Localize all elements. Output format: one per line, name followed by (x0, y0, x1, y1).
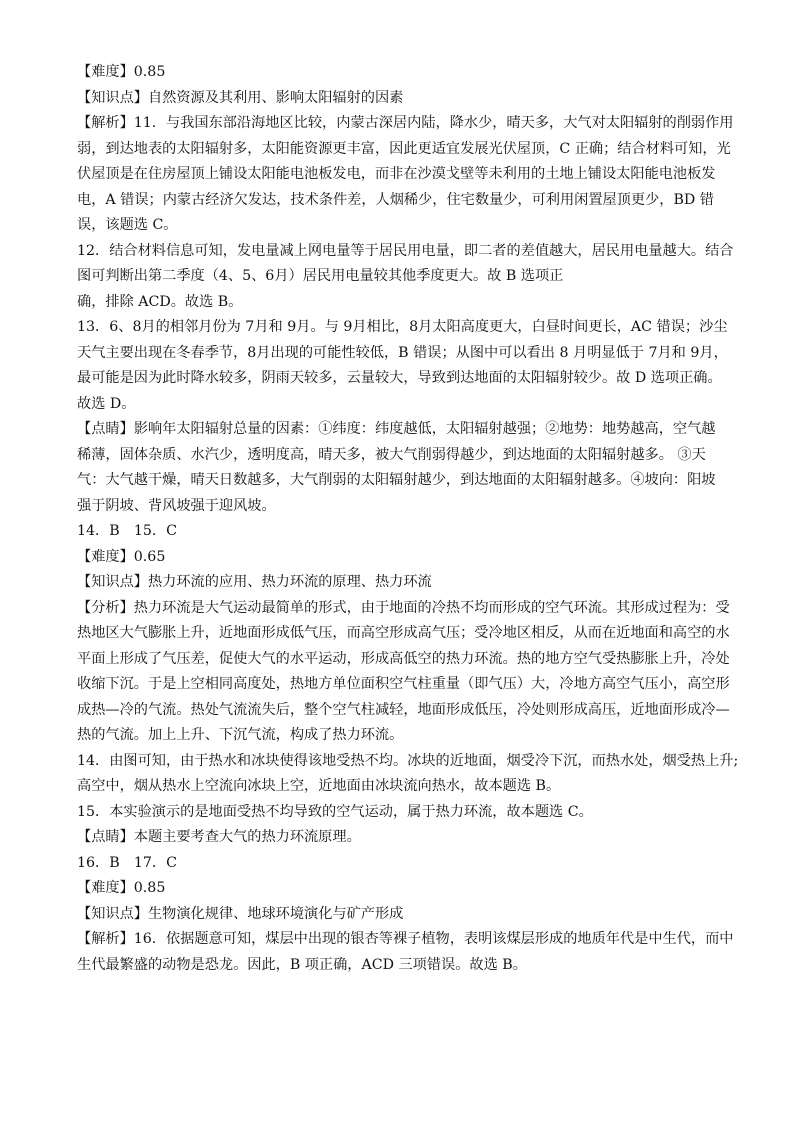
text-line: 误，该题选 C。 (77, 217, 178, 233)
text-line: 【难度】0.85 (77, 880, 166, 896)
paragraph (77, 927, 734, 978)
text-line: 【知识点】自然资源及其利用、影响太阳辐射的因素 (77, 89, 404, 106)
text-line: 弱，到达地表的太阳辐射多，太阳能资源更丰富，因此更适宜发展光伏屋顶，C 正确；结合材料可知，光 (77, 140, 731, 157)
text-line: 气：大气越干燥，晴天日数越多，大气削弱的太阳辐射越少，到达地面的太阳辐射越多。④坡向：阳坡 (77, 472, 716, 488)
text-line: 故选 D。 (77, 395, 136, 412)
text-line: 最可能是因为此时降水较多，阴雨天较多，云量较大，导致到达地面的太阳辐射较少。故 D 选项正确。 (77, 370, 722, 386)
text-line: 强于阴坡、背风坡强于迎风坡。 (77, 497, 276, 514)
paragraph (77, 749, 739, 800)
paragraph (77, 417, 724, 519)
text-line: 生代最繁盛的动物是恐龙。因此，B 项正确，ACD 三项错误。故选 B。 (77, 956, 527, 973)
text-line: 确，排除 ACD。故选 B。 (77, 293, 243, 310)
text-line: 成热—冷的气流。热处气流流失后，整个空气柱减轻，地面形成低压，冷处则形成高压，近地面形成冷— (77, 701, 730, 718)
text-line: 图可判断出第二季度（4、5、6月）居民用电量较其他季度更大。故 B 选项正 (77, 268, 564, 284)
text-line: 【难度】0.65 (77, 548, 166, 565)
paragraph (77, 876, 724, 902)
text-line: 16．B 17．C (77, 854, 177, 871)
paragraph (77, 596, 730, 749)
paragraph (77, 239, 734, 316)
text-line: 【解析】16．依据题意可知，煤层中出现的银杏等裸子植物，表明该煤层形成的地质年代是中生代，而中 (77, 931, 734, 947)
paragraph (77, 60, 724, 86)
paragraph (77, 851, 724, 877)
text-line: 13．6、8月的相邻月份为 7月和 9月。与 9月相比，8月太阳高度更大，白昼时间更长，AC 错误；沙尘 (77, 319, 728, 335)
paragraph (77, 519, 724, 545)
text-line: 【点睛】本题主要考查大气的热力环流原理。 (77, 829, 361, 845)
text-line: 热地区大气膨胀上升，近地面形成低气压，而高空形成高气压；受冷地区相反，从而在近地面和高空的水 (77, 625, 730, 641)
text-line: 天气主要出现在冬春季节，8月出现的可能性较低，B 错误；从图中可以看出 8 月明显低于 7月和 9月， (77, 344, 728, 361)
text-line: 14．由图可知，由于热水和冰块使得该地受热不均。冰块的近地面，烟受冷下沉，而热水处，烟受热上升; (77, 752, 739, 769)
text-line: 【难度】0.85 (77, 64, 166, 80)
paragraph (77, 800, 724, 826)
paragraph (77, 902, 724, 928)
text-line: 【知识点】热力环流的应用、热力环流的原理、热力环流 (77, 574, 432, 590)
text-line: 14．B 15．C (77, 523, 177, 539)
paragraph (77, 86, 724, 112)
text-line: 15．本实验演示的是地面受热不均导致的空气运动，属于热力环流，故本题选 C。 (77, 803, 593, 820)
paragraph (77, 111, 734, 239)
text-line: 平面上形成了气压差，促使大气的水平运动，形成高低空的热力环流。热的地方空气受热膨胀上升，冷处 (77, 650, 730, 667)
text-line: 【点睛】影响年太阳辐射总量的因素：①纬度：纬度越低，太阳辐射越强；②地势：地势越高，空气越 (77, 421, 716, 437)
text-line: 伏屋顶是在住房屋顶上铺设太阳能电池板发电，而非在沙漠戈壁等未利用的土地上铺设太阳能电池板发 (77, 166, 716, 182)
text-line: 高空中，烟从热水上空流向冰块上空，近地面由冰块流向热水，故本题选 B。 (77, 778, 561, 794)
text-line: 热的气流。加上上升、下沉气流，构成了热力环流。 (77, 727, 404, 743)
text-line: 【解析】11．与我国东部沿海地区比较，内蒙古深居内陆，降水少，晴天多，大气对太阳辐射的削弱作用 (77, 115, 734, 131)
paragraph (77, 315, 728, 417)
paragraph (77, 825, 724, 851)
text-line: 【知识点】生物演化规律、地球环境演化与矿产形成 (77, 905, 404, 922)
text-line: 稀薄，固体杂质、水汽少，透明度高，晴天多，被大气削弱得越少，到达地面的太阳辐射越多。 ③天 (77, 446, 706, 463)
text-line: 12．结合材料信息可知，发电量减上网电量等于居民用电量，即二者的差值越大，居民用电量越大。结合 (77, 242, 734, 259)
text-line: 收缩下沉。于是上空相同高度处，热地方单位面积空气柱重量（即气压）大，冷地方高空气压小，高空形 (77, 676, 730, 692)
paragraph (77, 570, 724, 596)
paragraph (77, 545, 724, 571)
text-line: 【分析】热力环流是大气运动最简单的形式，由于地面的冷热不均而形成的空气环流。其形成过程为：受 (77, 599, 730, 616)
text-line: 电，A 错误；内蒙古经济欠发达，技术条件差，人烟稀少，住宅数量少，可利用闲置屋顶更少，BD 错 (77, 191, 714, 208)
